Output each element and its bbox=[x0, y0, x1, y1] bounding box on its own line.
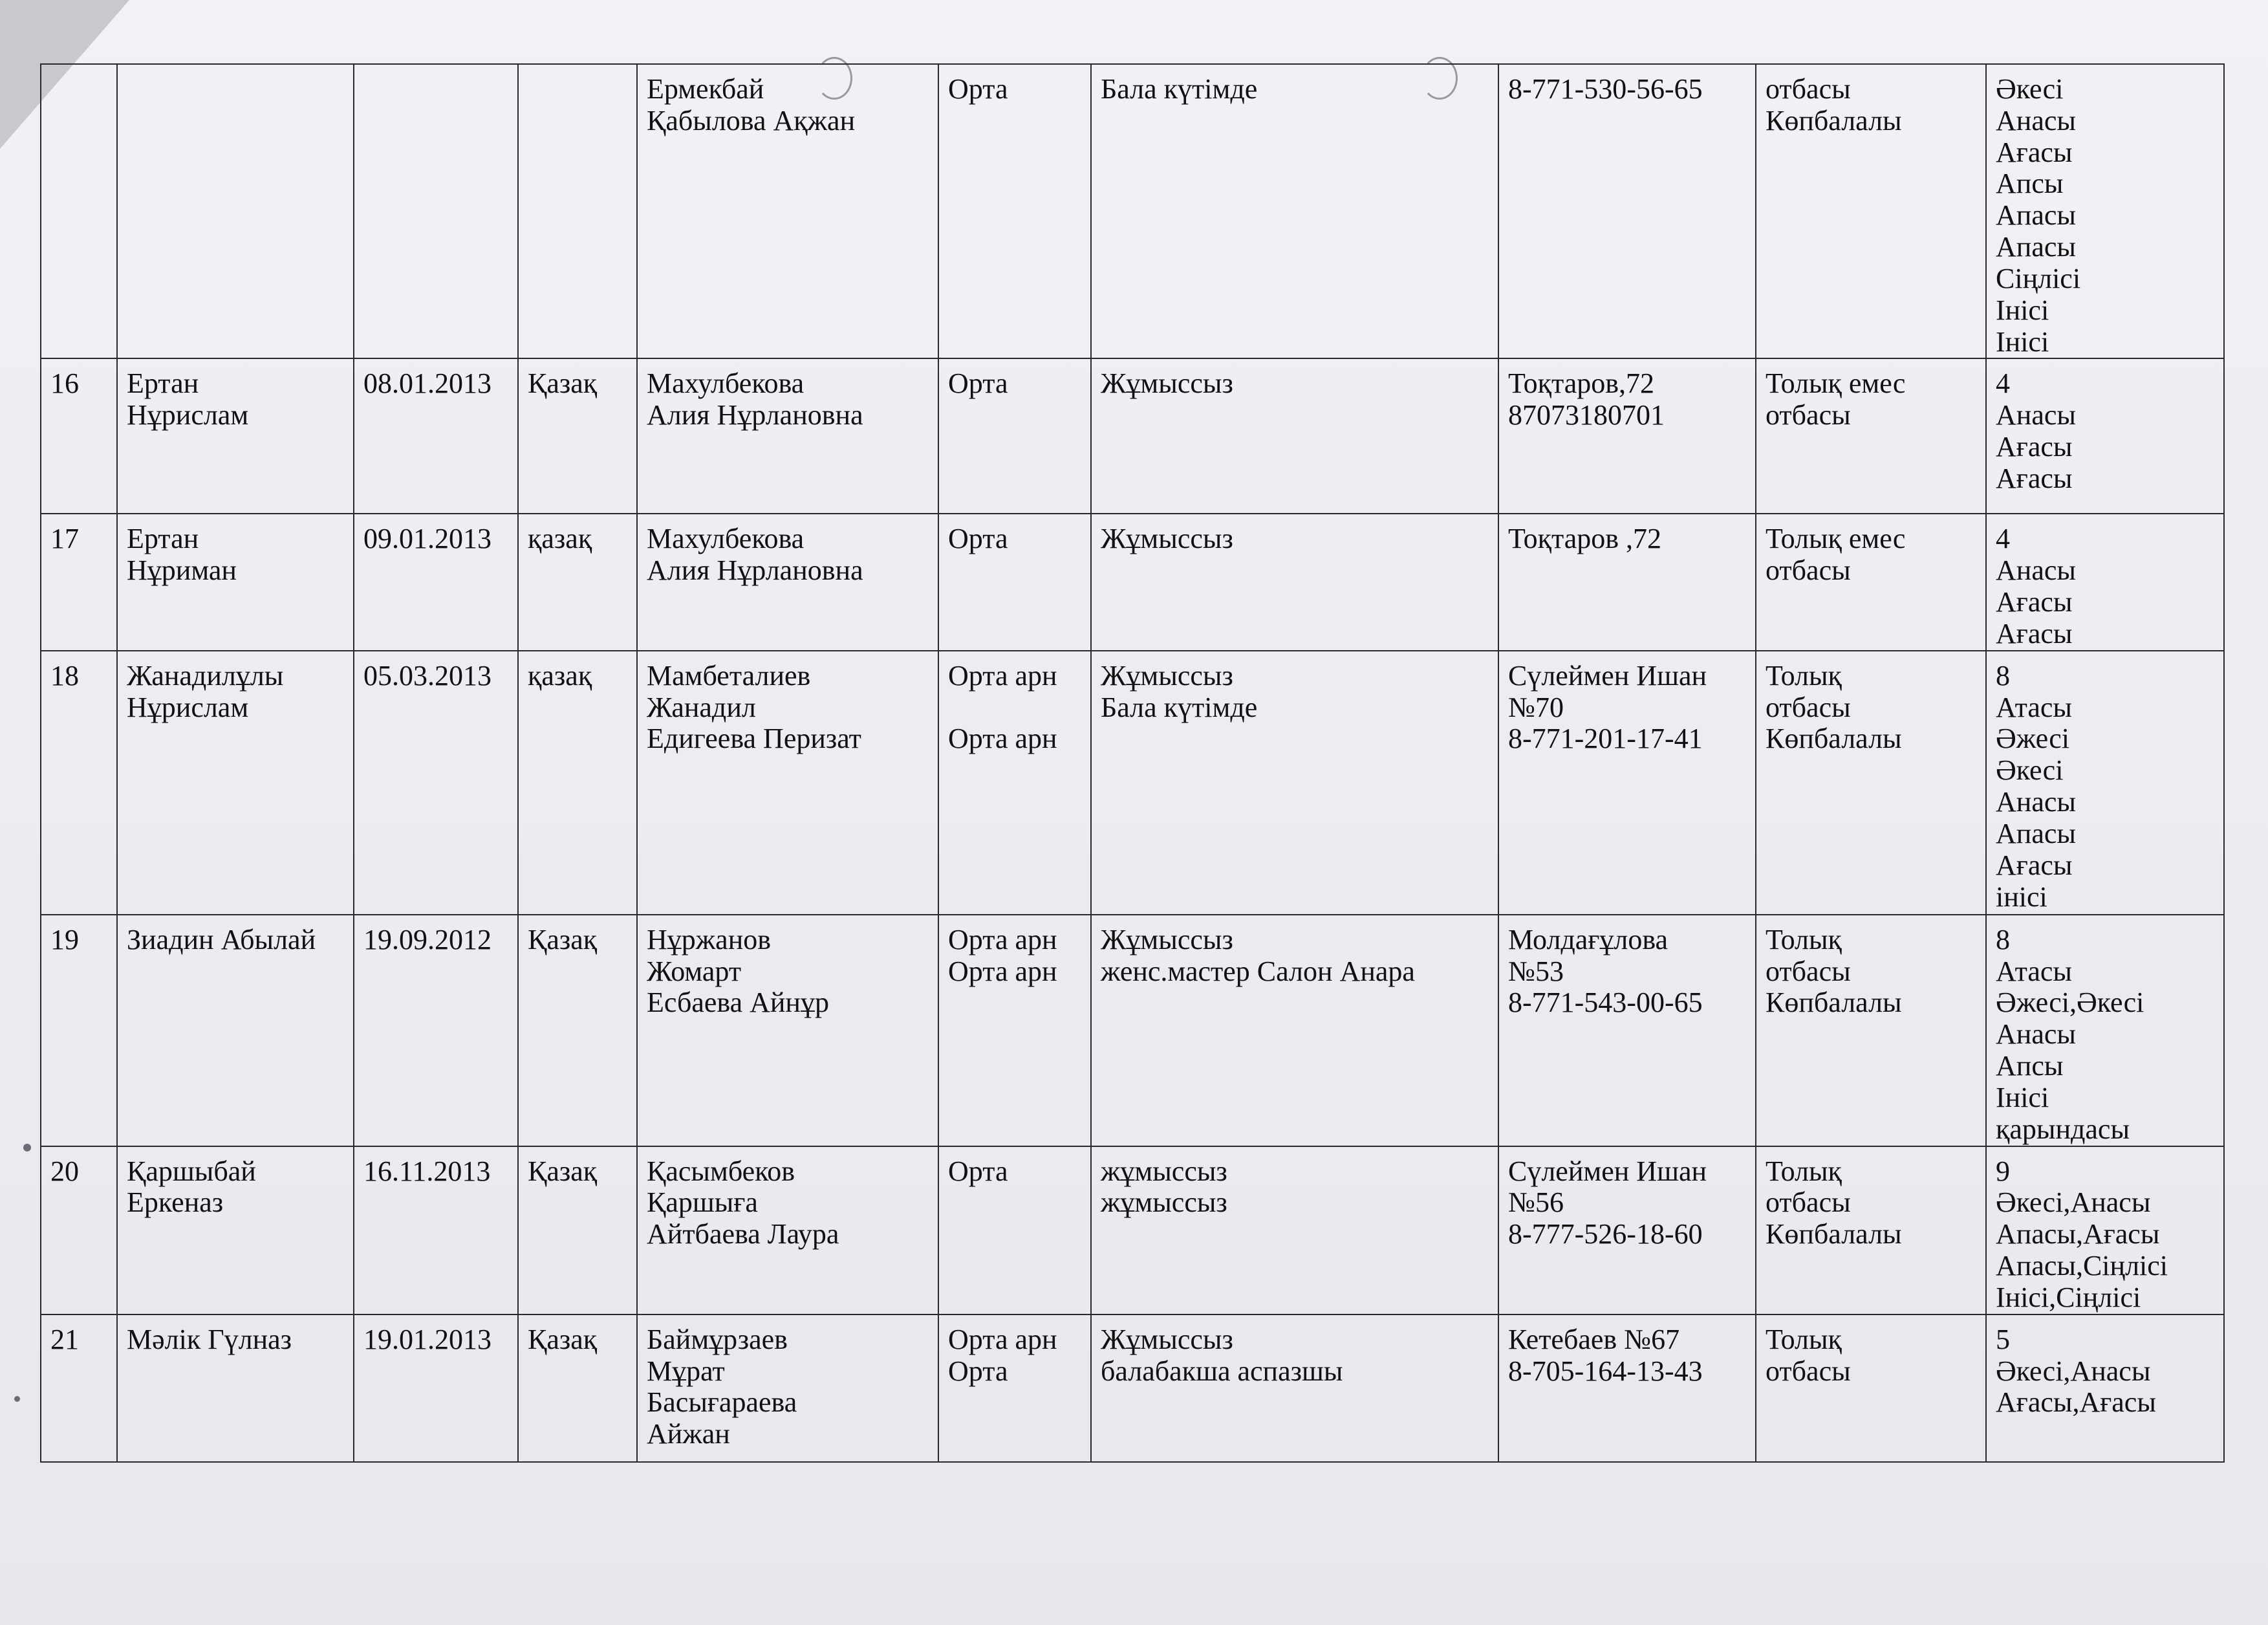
cell-birth-date bbox=[354, 64, 518, 358]
cell-text-line: отбасы bbox=[1766, 1186, 1851, 1219]
cell-text-line: Орта bbox=[948, 367, 1008, 400]
cell-nationality bbox=[518, 1146, 637, 1314]
cell-text-line: Жұмыссыз bbox=[1101, 367, 1233, 400]
cell-text-line: Көпбалалы bbox=[1766, 987, 1902, 1019]
cell-text-line: Апсы bbox=[1996, 1050, 2064, 1082]
cell-text-line: Ағасы bbox=[1996, 136, 2073, 168]
cell-address-phone bbox=[1498, 915, 1756, 1146]
cell-text-line: Мәлік Гүлназ bbox=[127, 1323, 292, 1355]
cell-text-line: Әжесі bbox=[1996, 723, 2069, 755]
cell-text-line: Ағасы bbox=[1996, 849, 2073, 881]
cell-parents bbox=[637, 1314, 938, 1462]
cell-family-members bbox=[1986, 358, 2224, 514]
cell-text: Қазақ bbox=[528, 367, 598, 400]
cell-text-line: інісі bbox=[1996, 880, 2047, 913]
cell-text: 09.01.2013 bbox=[363, 523, 491, 555]
cell-text-line: Ағасы bbox=[1996, 462, 2073, 494]
cell-education bbox=[938, 1146, 1091, 1314]
cell-text-line: Орта арн bbox=[948, 955, 1057, 987]
cell-text-line: Апасы,Сіңлісі bbox=[1996, 1250, 2168, 1282]
cell-text-line: Нұрислам bbox=[127, 691, 249, 723]
cell-text-line: Ағасы bbox=[1996, 617, 2073, 649]
cell-text-line: Көпбалалы bbox=[1766, 1218, 1902, 1250]
cell-text-line: №56 bbox=[1508, 1186, 1564, 1219]
cell-family-members bbox=[1986, 64, 2224, 358]
cell-text-line: Орта арн bbox=[948, 723, 1057, 755]
cell-text-line: отбасы bbox=[1766, 73, 1851, 105]
cell-text-line: Қаршыға bbox=[647, 1186, 758, 1219]
cell-child-name bbox=[117, 1314, 354, 1462]
cell-text-line: Баймұрзаев bbox=[647, 1323, 788, 1355]
cell-text-line: Орта арн bbox=[948, 1323, 1057, 1355]
roster-body bbox=[41, 64, 2224, 1462]
cell-education bbox=[938, 64, 1091, 358]
cell-birth-date bbox=[354, 915, 518, 1146]
cell-text-line: Мамбеталиев bbox=[647, 659, 811, 692]
cell-text-line: отбасы bbox=[1766, 1355, 1851, 1387]
cell-text-line: 4 bbox=[1996, 367, 2010, 400]
cell-text: қазақ bbox=[528, 523, 592, 555]
cell-text-line: Айжан bbox=[647, 1418, 730, 1450]
cell-child-name bbox=[117, 358, 354, 514]
cell-nationality bbox=[518, 64, 637, 358]
cell-text-line: Апасы bbox=[1996, 817, 2076, 849]
cell-text-line: Інісі bbox=[1996, 1081, 2049, 1113]
cell-number bbox=[41, 1314, 117, 1462]
cell-text-line: 9 bbox=[1996, 1155, 2010, 1187]
scan-speck bbox=[14, 1396, 20, 1402]
cell-text: 18 bbox=[50, 659, 79, 692]
cell-text-line: Анасы bbox=[1996, 104, 2076, 136]
cell-text-line: отбасы bbox=[1766, 691, 1851, 723]
cell-text-line: Алия Нұрлановна bbox=[647, 554, 863, 587]
cell-text-line: Толық емес bbox=[1766, 523, 1906, 555]
cell-occupation bbox=[1091, 651, 1498, 915]
cell-education bbox=[938, 915, 1091, 1146]
cell-text-line: Әкесі,Анасы bbox=[1996, 1186, 2151, 1219]
cell-family-status bbox=[1756, 915, 1986, 1146]
cell-text-line: Анасы bbox=[1996, 554, 2076, 587]
cell-text-line: Ермекбай bbox=[647, 73, 764, 105]
cell-text-line: отбасы bbox=[1766, 955, 1851, 987]
cell-text: Қазақ bbox=[528, 1323, 598, 1355]
cell-occupation bbox=[1091, 1146, 1498, 1314]
cell-text-line: Есбаева Айнұр bbox=[647, 987, 829, 1019]
cell-text-line: Сүлеймен Ишан bbox=[1508, 1155, 1707, 1187]
table-row bbox=[41, 358, 2224, 514]
cell-education bbox=[938, 514, 1091, 650]
cell-parents bbox=[637, 64, 938, 358]
cell-text-line: Анасы bbox=[1996, 399, 2076, 431]
cell-text-line: Нұржанов bbox=[647, 923, 772, 955]
cell-text-line: Басығараева bbox=[647, 1386, 797, 1419]
cell-education bbox=[938, 1314, 1091, 1462]
cell-text-line: Кетебаев №67 bbox=[1508, 1323, 1680, 1355]
cell-text-line: Жомарт bbox=[647, 955, 742, 987]
cell-text-line: Сіңлісі bbox=[1996, 262, 2081, 294]
cell-text: Қазақ bbox=[528, 1155, 598, 1187]
cell-nationality bbox=[518, 358, 637, 514]
cell-parents bbox=[637, 651, 938, 915]
cell-text-line: Қаршыбай bbox=[127, 1155, 256, 1187]
cell-text-line: Әкесі bbox=[1996, 754, 2064, 787]
cell-text-line: 8 bbox=[1996, 659, 2010, 692]
table-row bbox=[41, 514, 2224, 650]
cell-address-phone bbox=[1498, 358, 1756, 514]
cell-occupation bbox=[1091, 1314, 1498, 1462]
cell-text-line: Анасы bbox=[1996, 786, 2076, 818]
cell-text-line: Әжесі,Әкесі bbox=[1996, 987, 2144, 1019]
cell-occupation bbox=[1091, 358, 1498, 514]
cell-text: 21 bbox=[50, 1323, 79, 1355]
cell-text-line: Інісі bbox=[1996, 325, 2049, 358]
cell-text-line: Қасымбеков bbox=[647, 1155, 795, 1187]
cell-text: 08.01.2013 bbox=[363, 367, 491, 400]
cell-parents bbox=[637, 1146, 938, 1314]
cell-nationality bbox=[518, 514, 637, 650]
cell-text-line: Сүлеймен Ишан bbox=[1508, 659, 1707, 692]
table-row bbox=[41, 64, 2224, 358]
cell-text-line: Апасы,Ағасы bbox=[1996, 1218, 2160, 1250]
table-row bbox=[41, 1146, 2224, 1314]
cell-birth-date bbox=[354, 1146, 518, 1314]
cell-text-line: Нұрислам bbox=[127, 399, 249, 431]
cell-text-line: Апасы bbox=[1996, 199, 2076, 232]
cell-family-members bbox=[1986, 1146, 2224, 1314]
cell-address-phone bbox=[1498, 1314, 1756, 1462]
cell-text-line: 87073180701 bbox=[1508, 399, 1665, 431]
cell-number bbox=[41, 915, 117, 1146]
cell-text-line: Апсы bbox=[1996, 168, 2064, 200]
cell-text-line: Толық bbox=[1766, 659, 1842, 692]
cell-family-members bbox=[1986, 651, 2224, 915]
cell-child-name bbox=[117, 1146, 354, 1314]
cell-text-line: Орта bbox=[948, 1155, 1008, 1187]
cell-text-line: женс.мастер Салон Анара bbox=[1101, 955, 1415, 987]
cell-parents bbox=[637, 915, 938, 1146]
cell-text-line: Ағасы bbox=[1996, 431, 2073, 463]
cell-education bbox=[938, 651, 1091, 915]
cell-text-line: Жұмыссыз bbox=[1101, 523, 1233, 555]
cell-text-line: Махулбекова bbox=[647, 523, 805, 555]
cell-text-line: 8-777-526-18-60 bbox=[1508, 1218, 1703, 1250]
cell-text-line: Атасы bbox=[1996, 955, 2072, 987]
cell-text-line: Әкесі,Анасы bbox=[1996, 1355, 2151, 1387]
cell-text-line: Қабылова Ақжан bbox=[647, 104, 856, 136]
cell-text-line: Орта арн bbox=[948, 659, 1057, 692]
cell-text-line: Көпбалалы bbox=[1766, 723, 1902, 755]
cell-birth-date bbox=[354, 358, 518, 514]
cell-text: қазақ bbox=[528, 659, 592, 692]
cell-number bbox=[41, 651, 117, 915]
cell-address-phone bbox=[1498, 514, 1756, 650]
cell-text-line: Әкесі bbox=[1996, 73, 2064, 105]
cell-address-phone bbox=[1498, 64, 1756, 358]
cell-child-name bbox=[117, 651, 354, 915]
cell-occupation bbox=[1091, 64, 1498, 358]
cell-text-line: Орта bbox=[948, 1355, 1008, 1387]
cell-text: 05.03.2013 bbox=[363, 659, 491, 692]
cell-text-line: Жанадил bbox=[647, 691, 756, 723]
cell-birth-date bbox=[354, 1314, 518, 1462]
cell-family-status bbox=[1756, 651, 1986, 915]
cell-family-status bbox=[1756, 358, 1986, 514]
cell-text-line: Інісі,Сіңлісі bbox=[1996, 1281, 2141, 1313]
cell-text-line: Орта арн bbox=[948, 923, 1057, 955]
cell-text-line: 8-771-543-00-65 bbox=[1508, 987, 1703, 1019]
cell-number bbox=[41, 358, 117, 514]
cell-family-status bbox=[1756, 1314, 1986, 1462]
cell-text-line: Жұмыссыз bbox=[1101, 923, 1233, 955]
cell-text-line: Ағасы bbox=[1996, 586, 2073, 618]
cell-child-name bbox=[117, 64, 354, 358]
cell-parents bbox=[637, 514, 938, 650]
cell-text-line: 8-771-201-17-41 bbox=[1508, 723, 1703, 755]
cell-birth-date bbox=[354, 514, 518, 650]
cell-nationality bbox=[518, 1314, 637, 1462]
cell-family-members bbox=[1986, 514, 2224, 650]
cell-occupation bbox=[1091, 514, 1498, 650]
cell-text: 19.09.2012 bbox=[363, 923, 491, 955]
cell-nationality bbox=[518, 915, 637, 1146]
cell-text-line: жұмыссыз bbox=[1101, 1155, 1227, 1187]
cell-text-line: Молдағұлова bbox=[1508, 923, 1669, 955]
cell-text-line: 8-705-164-13-43 bbox=[1508, 1355, 1703, 1387]
cell-text-line: Орта bbox=[948, 523, 1008, 555]
cell-family-status bbox=[1756, 514, 1986, 650]
cell-text-line: Еркеназ bbox=[127, 1186, 224, 1219]
table-row bbox=[41, 915, 2224, 1146]
cell-education bbox=[938, 358, 1091, 514]
cell-child-name bbox=[117, 915, 354, 1146]
cell-text-line: Көпбалалы bbox=[1766, 104, 1902, 136]
cell-text-line: Толық bbox=[1766, 923, 1842, 955]
cell-family-status bbox=[1756, 64, 1986, 358]
cell-birth-date bbox=[354, 651, 518, 915]
cell-text: 19 bbox=[50, 923, 79, 955]
cell-text-line: №70 bbox=[1508, 691, 1564, 723]
cell-text: 16 bbox=[50, 367, 79, 400]
scan-speck bbox=[23, 1144, 31, 1151]
cell-text-line: Зиадин Абылай bbox=[127, 923, 316, 955]
cell-family-members bbox=[1986, 915, 2224, 1146]
cell-text-line: Ертан bbox=[127, 523, 199, 555]
cell-text-line: Нұриман bbox=[127, 554, 237, 587]
cell-text-line: Махулбекова bbox=[647, 367, 805, 400]
cell-text-line: балабакша аспазшы bbox=[1101, 1355, 1343, 1387]
cell-family-members bbox=[1986, 1314, 2224, 1462]
cell-text-line: Едигеева Перизат bbox=[647, 723, 861, 755]
cell-text-line: Бала күтімде bbox=[1101, 73, 1258, 105]
cell-text-line: Атасы bbox=[1996, 691, 2072, 723]
cell-text-line: Мұрат bbox=[647, 1355, 725, 1387]
cell-text-line: Толық bbox=[1766, 1323, 1842, 1355]
cell-text: 19.01.2013 bbox=[363, 1323, 491, 1355]
cell-text-line: Тоқтаров,72 bbox=[1508, 367, 1655, 400]
cell-text-line: №53 bbox=[1508, 955, 1564, 987]
table-row bbox=[41, 651, 2224, 915]
cell-text-line: отбасы bbox=[1766, 399, 1851, 431]
cell-text-line: 8-771-530-56-65 bbox=[1508, 73, 1703, 105]
cell-text-line: 4 bbox=[1996, 523, 2010, 555]
cell-family-status bbox=[1756, 1146, 1986, 1314]
cell-text-line: жұмыссыз bbox=[1101, 1186, 1227, 1219]
cell-text-line: қарындасы bbox=[1996, 1113, 2130, 1145]
cell-nationality bbox=[518, 651, 637, 915]
cell-number bbox=[41, 64, 117, 358]
cell-text: 17 bbox=[50, 523, 79, 555]
cell-text-line: Жанадилұлы bbox=[127, 659, 284, 692]
cell-text-line: 8 bbox=[1996, 923, 2010, 955]
cell-address-phone bbox=[1498, 1146, 1756, 1314]
cell-child-name bbox=[117, 514, 354, 650]
cell-text-line: 5 bbox=[1996, 1323, 2010, 1355]
cell-address-phone bbox=[1498, 651, 1756, 915]
cell-text-line: Толық емес bbox=[1766, 367, 1906, 400]
cell-occupation bbox=[1091, 915, 1498, 1146]
cell-text-line: Орта bbox=[948, 73, 1008, 105]
cell-text-line: Тоқтаров ,72 bbox=[1508, 523, 1662, 555]
cell-text-line: Ағасы,Ағасы bbox=[1996, 1386, 2156, 1419]
cell-text-line: Анасы bbox=[1996, 1018, 2076, 1051]
cell-text-line: Бала күтімде bbox=[1101, 691, 1258, 723]
cell-number bbox=[41, 514, 117, 650]
student-roster-table bbox=[40, 63, 2225, 1463]
cell-text-line: Алия Нұрлановна bbox=[647, 399, 863, 431]
cell-parents bbox=[637, 358, 938, 514]
cell-text-line: Толық bbox=[1766, 1155, 1842, 1187]
cell-text-line: Жұмыссыз bbox=[1101, 1323, 1233, 1355]
cell-text-line: Ертан bbox=[127, 367, 199, 400]
cell-number bbox=[41, 1146, 117, 1314]
cell-text-line bbox=[948, 692, 1083, 724]
cell-text: Қазақ bbox=[528, 923, 598, 955]
cell-text-line: Інісі bbox=[1996, 294, 2049, 326]
cell-text-line: Апасы bbox=[1996, 231, 2076, 263]
cell-text: 16.11.2013 bbox=[363, 1155, 491, 1187]
cell-text-line: Айтбаева Лаура bbox=[647, 1218, 839, 1250]
cell-text-line: отбасы bbox=[1766, 554, 1851, 587]
cell-text: 20 bbox=[50, 1155, 79, 1187]
cell-text-line: Жұмыссыз bbox=[1101, 659, 1233, 692]
table-row bbox=[41, 1314, 2224, 1462]
